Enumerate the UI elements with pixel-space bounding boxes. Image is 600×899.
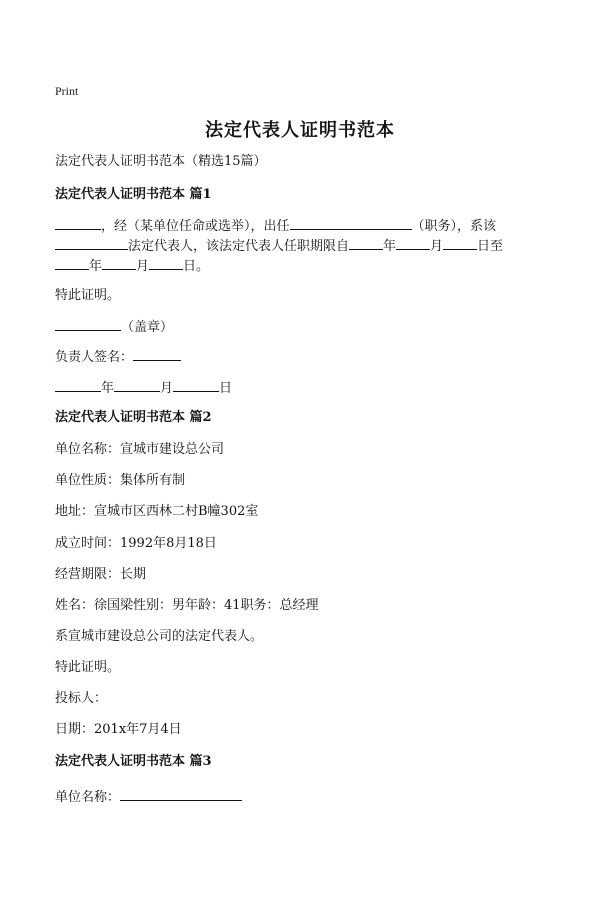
date-month-label: 月 — [160, 381, 174, 396]
blank-start-month — [396, 235, 430, 250]
statement-text: 系宣城市建设总公司的法定代表人。 — [55, 629, 264, 644]
signer-label: 负责人签名： — [55, 350, 134, 365]
certify-text-1: 特此证明。 — [55, 288, 121, 303]
person-text: 姓名：徐国梁性别：男年龄：41职务：总经理 — [55, 598, 319, 613]
blank-end-day — [149, 255, 183, 270]
print-link[interactable]: Print — [55, 84, 79, 98]
representative-text: 法定代表人，该法定代表人任职期限自 — [128, 239, 350, 254]
end-day-label: 日。 — [183, 259, 210, 274]
date-line-1 — [55, 377, 232, 399]
start-year-label: 年 — [383, 239, 397, 254]
section-3-heading: 法定代表人证明书范本 篇3 — [55, 754, 212, 769]
term-text: 经营期限：长期 — [55, 567, 147, 582]
bidder-text: 投标人： — [55, 691, 108, 706]
section-2-heading: 法定代表人证明书范本 篇2 — [55, 410, 212, 425]
blank-date-month — [114, 377, 160, 392]
section-1-line-1 — [55, 215, 496, 237]
blank-section-3-unit — [120, 786, 242, 801]
document-subtitle: 法定代表人证明书范本（精选15篇） — [55, 154, 267, 169]
unit-name-text: 单位名称：宣城市建设总公司 — [55, 442, 225, 457]
end-year-label: 年 — [89, 259, 103, 274]
blank-date-year — [55, 377, 101, 392]
section-3-unit-line — [55, 786, 242, 808]
date-text: 日期：201x年7月4日 — [55, 722, 182, 737]
seal-label: （盖章） — [121, 320, 174, 335]
certify-text-2: 特此证明。 — [55, 660, 121, 675]
duty-text: （职务），系该 — [411, 219, 497, 234]
unit-nature-text: 单位性质：集体所有制 — [55, 473, 186, 488]
blank-end-month — [102, 255, 136, 270]
blank-position — [290, 215, 412, 230]
document-title: 法定代表人证明书范本 — [205, 120, 395, 141]
signer-line — [55, 346, 181, 368]
end-month-label: 月 — [136, 259, 150, 274]
section-1-heading: 法定代表人证明书范本 篇1 — [55, 187, 212, 202]
blank-start-day — [443, 235, 477, 250]
date-year-label: 年 — [101, 381, 115, 396]
blank-signature — [133, 346, 181, 361]
section-1-line-3 — [55, 255, 209, 277]
blank-end-year — [55, 255, 89, 270]
blank-start-year — [349, 235, 383, 250]
start-month-label: 月 — [430, 239, 444, 254]
section-1-line-2 — [55, 235, 503, 257]
blank-unit — [55, 235, 128, 250]
seal-line — [55, 316, 173, 338]
blank-name — [55, 215, 101, 230]
appointment-text: ，经（某单位任命或选举），出任 — [101, 219, 290, 234]
date-day-label: 日 — [219, 381, 233, 396]
blank-seal — [55, 316, 121, 331]
founded-text: 成立时间：1992年8月18日 — [55, 536, 217, 551]
section-3-unit-label: 单位名称： — [55, 790, 121, 805]
blank-date-day — [173, 377, 219, 392]
address-text: 地址：宣城市区西林二村B幢302室 — [55, 504, 259, 519]
start-day-label: 日至 — [477, 239, 504, 254]
